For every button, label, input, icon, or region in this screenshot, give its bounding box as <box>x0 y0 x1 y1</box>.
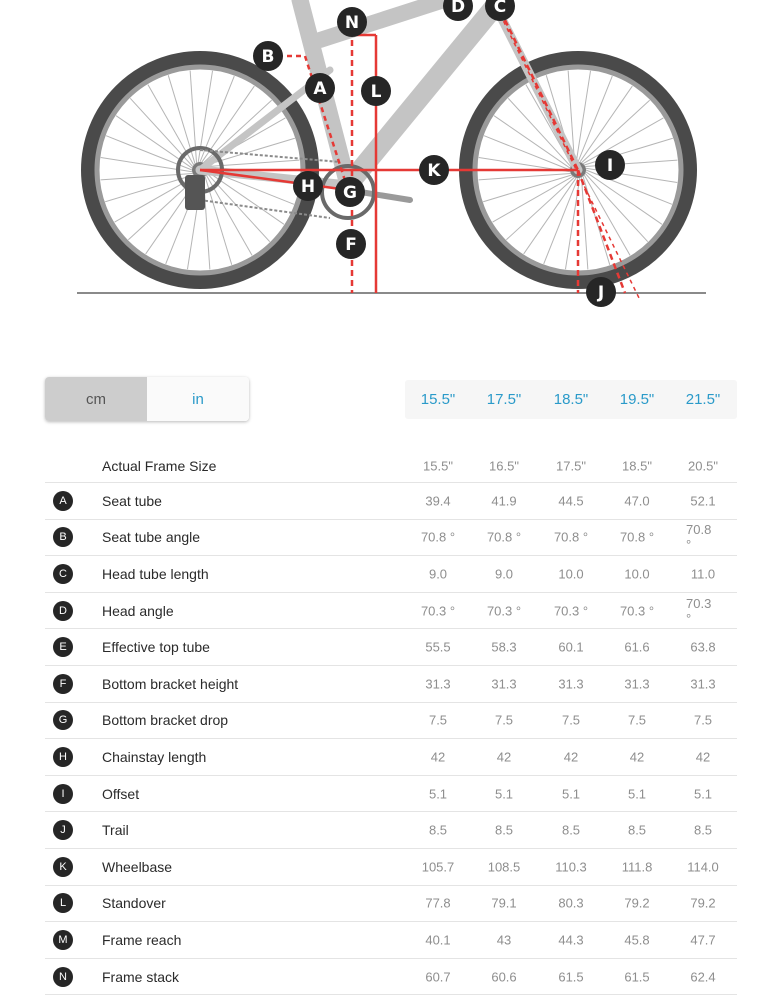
table-cell: 62.4 <box>690 969 716 985</box>
frame-size-header <box>405 380 737 419</box>
diagram-marker-label: N <box>344 13 360 33</box>
table-cell: 18.5" <box>622 458 652 474</box>
diagram-marker-label: C <box>493 0 507 17</box>
measurement-label: Head tube length <box>102 565 209 582</box>
table-cell: 17.5" <box>556 458 586 474</box>
table-cell: 110.3 <box>555 859 587 875</box>
table-cell: 44.3 <box>558 932 584 948</box>
table-row <box>45 666 737 703</box>
size-tab[interactable]: 18.5" <box>553 391 589 408</box>
table-cell: 79.1 <box>491 895 517 911</box>
measurement-badge: G <box>53 710 73 730</box>
measurement-badge: E <box>53 637 73 657</box>
table-cell: 63.8 <box>690 639 716 655</box>
table-cell: 44.5 <box>558 493 584 509</box>
table-cell: 7.5 <box>627 712 647 728</box>
table-cell: 40.1 <box>425 932 451 948</box>
table-cell: 70.3 ° <box>619 603 655 619</box>
table-cell: 11.0 <box>690 566 716 582</box>
unit-toggle <box>45 377 249 421</box>
table-row <box>45 629 737 666</box>
table-cell: 42 <box>496 749 512 765</box>
measurement-label: Seat tube <box>102 492 162 509</box>
measurement-label: Bottom bracket height <box>102 675 239 692</box>
unit-cm-button[interactable]: cm <box>45 377 147 421</box>
measurement-label: Frame stack <box>102 968 180 985</box>
measurement-label: Effective top tube <box>102 639 210 656</box>
table-cell: 42 <box>563 749 579 765</box>
measurement-badge: K <box>53 857 73 877</box>
table-cell: 5.1 <box>627 786 647 802</box>
diagram-marker-label: L <box>370 82 382 102</box>
table-cell: 70.3 ° <box>553 603 589 619</box>
table-cell: 60.6 <box>491 969 517 985</box>
table-cell: 8.5 <box>693 822 713 838</box>
table-cell: 60.7 <box>425 969 451 985</box>
diagram-marker-label: K <box>427 161 441 181</box>
table-row <box>45 556 737 593</box>
table-cell: 8.5 <box>494 822 514 838</box>
measurement-label: Bottom bracket drop <box>102 712 229 729</box>
table-cell: 111.8 <box>621 859 653 875</box>
measurement-label: Offset <box>102 785 140 802</box>
table-cell: 114.0 <box>687 859 719 875</box>
table-cell: 52.1 <box>690 493 716 509</box>
table-row <box>45 520 737 557</box>
table-row <box>45 483 737 520</box>
table-row <box>45 922 737 959</box>
measurement-badge: J <box>53 820 73 840</box>
diagram-marker-i <box>595 150 625 180</box>
table-cell: 31.3 <box>558 676 584 692</box>
measurement-label: Trail <box>102 822 129 839</box>
measurement-label: Actual Frame Size <box>102 458 217 474</box>
measurement-badge: F <box>53 674 73 694</box>
measurement-label: Frame reach <box>102 931 182 948</box>
diagram-marker-label: B <box>261 47 275 67</box>
table-cell: 80.3 <box>558 895 584 911</box>
diagram-marker-k <box>419 155 449 185</box>
table-cell: 20.5" <box>688 458 718 474</box>
table-cell: 16.5" <box>489 458 519 474</box>
table-cell: 108.5 <box>487 859 521 875</box>
table-cell: 79.2 <box>690 895 716 911</box>
table-row <box>45 886 737 923</box>
table-cell: 7.5 <box>561 712 581 728</box>
diagram-marker-label: H <box>300 177 316 197</box>
table-cell: 58.3 <box>491 639 517 655</box>
diagram-marker-f <box>336 229 366 259</box>
table-cell: 41.9 <box>491 493 517 509</box>
size-tab[interactable]: 19.5" <box>619 391 655 408</box>
table-row <box>45 703 737 740</box>
diagram-marker-d <box>443 0 473 21</box>
measurement-badge: A <box>53 491 73 511</box>
diagram-marker-a <box>305 73 335 103</box>
measurement-badge: N <box>53 967 73 987</box>
table-cell: 8.5 <box>627 822 647 838</box>
size-tab[interactable]: 15.5" <box>420 391 456 408</box>
table-cell: 70.8 ° <box>486 529 522 545</box>
table-cell: 47.7 <box>690 932 716 948</box>
measurement-label: Seat tube angle <box>102 529 201 546</box>
table-cell: 15.5" <box>423 458 453 474</box>
table-cell: 8.5 <box>561 822 581 838</box>
table-cell: 61.5 <box>558 969 584 985</box>
table-cell: 5.1 <box>693 786 713 802</box>
measurement-badge: M <box>53 930 73 950</box>
table-cell: 42 <box>629 749 645 765</box>
measurement-badge: C <box>53 564 73 584</box>
table-cell: 31.3 <box>425 676 451 692</box>
table-row <box>45 959 737 996</box>
diagram-marker-label: G <box>343 183 357 203</box>
table-cell: 70.8 ° <box>619 529 655 545</box>
table-cell: 70.3 ° <box>686 595 712 626</box>
diagram-marker-h <box>293 171 323 201</box>
size-tab[interactable]: 17.5" <box>486 391 522 408</box>
table-cell: 45.8 <box>624 932 650 948</box>
measurement-badge: D <box>53 601 73 621</box>
table-row <box>45 739 737 776</box>
table-cell: 70.3 ° <box>486 603 522 619</box>
table-cell: 43 <box>496 932 512 948</box>
table-cell: 42 <box>695 749 711 765</box>
table-cell: 8.5 <box>428 822 448 838</box>
table-row <box>45 849 737 886</box>
size-tab[interactable]: 21.5" <box>685 391 721 408</box>
table-cell: 70.8 ° <box>686 522 712 553</box>
measurement-label: Head angle <box>102 602 174 619</box>
table-row <box>45 450 737 483</box>
diagram-marker-l <box>361 76 391 106</box>
table-cell: 7.5 <box>494 712 514 728</box>
measurement-label: Chainstay length <box>102 748 207 765</box>
measurement-label: Wheelbase <box>102 858 173 875</box>
table-cell: 7.5 <box>428 712 448 728</box>
table-cell: 7.5 <box>693 712 713 728</box>
measurement-label: Standover <box>102 895 166 912</box>
table-cell: 10.0 <box>624 566 650 582</box>
table-cell: 31.3 <box>690 676 716 692</box>
table-cell: 31.3 <box>624 676 650 692</box>
diagram-marker-label: I <box>606 156 614 176</box>
table-cell: 9.0 <box>428 566 448 582</box>
table-cell: 70.8 ° <box>553 529 589 545</box>
table-row <box>45 776 737 813</box>
table-cell: 47.0 <box>624 493 650 509</box>
measurement-badge: H <box>53 747 73 767</box>
diagram-marker-n <box>337 7 367 37</box>
table-cell: 61.6 <box>624 639 650 655</box>
table-cell: 31.3 <box>491 676 517 692</box>
geometry-table <box>45 450 737 995</box>
table-cell: 70.3 ° <box>420 603 456 619</box>
table-cell: 9.0 <box>494 566 514 582</box>
diagram-marker-g <box>335 177 365 207</box>
table-cell: 5.1 <box>494 786 514 802</box>
table-row <box>45 593 737 630</box>
measurement-badge: B <box>53 527 73 547</box>
measurement-badge: I <box>53 784 73 804</box>
diagram-marker-j <box>586 277 616 307</box>
diagram-marker-label: J <box>597 283 605 303</box>
table-cell: 77.8 <box>425 895 451 911</box>
table-cell: 39.4 <box>425 493 451 509</box>
table-cell: 105.7 <box>421 859 455 875</box>
table-cell: 70.8 ° <box>420 529 456 545</box>
diagram-marker-label: A <box>313 79 327 99</box>
table-cell: 60.1 <box>558 639 584 655</box>
table-cell: 10.0 <box>558 566 584 582</box>
table-cell: 79.2 <box>624 895 650 911</box>
table-cell: 5.1 <box>428 786 448 802</box>
table-cell: 55.5 <box>425 639 451 655</box>
bike-geometry-diagram <box>0 0 782 320</box>
table-cell: 5.1 <box>561 786 581 802</box>
table-cell: 61.5 <box>624 969 650 985</box>
table-cell: 42 <box>430 749 446 765</box>
table-row <box>45 812 737 849</box>
diagram-marker-b <box>253 41 283 71</box>
diagram-marker-label: F <box>345 235 357 255</box>
diagram-marker-label: D <box>450 0 466 17</box>
unit-in-button[interactable]: in <box>147 377 249 421</box>
measurement-badge: L <box>53 893 73 913</box>
